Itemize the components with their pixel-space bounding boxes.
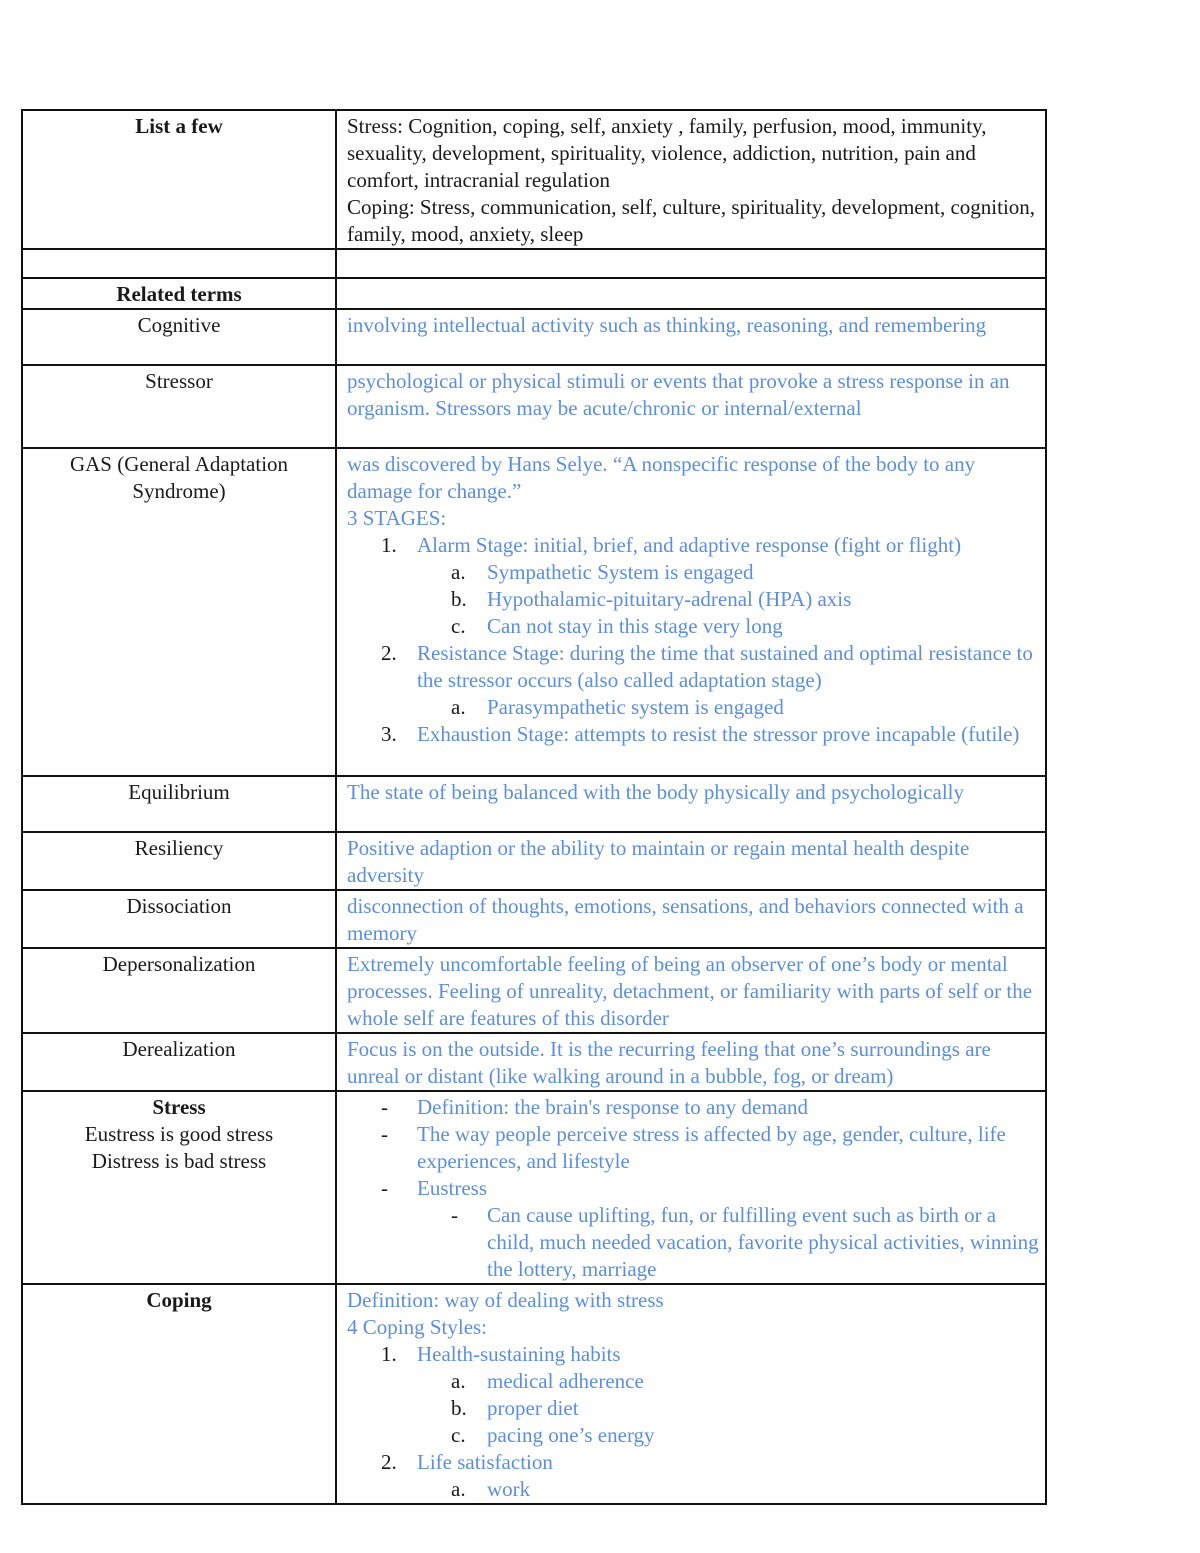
- list-marker: 1.: [381, 533, 397, 557]
- list-marker: 2.: [381, 1450, 397, 1474]
- term-label: GAS (General Adaptation Syndrome): [69, 452, 289, 503]
- table-row-equilibrium: [22, 776, 1046, 832]
- term-label: Equilibrium: [128, 780, 230, 804]
- list-item: [347, 1395, 1041, 1422]
- term-cell: [22, 309, 336, 365]
- stress-concepts-text: Stress: Cognition, coping, self, anxiety , family, perfusion, mood, immunity, sexuality, development, spirituality, violence, addiction, nutrition, pain and comfort, intracranial regulation: [347, 114, 987, 192]
- table-row-depersonalization: [22, 948, 1046, 1033]
- definition-cell: [336, 832, 1046, 890]
- table-row-dissociation: [22, 890, 1046, 948]
- list-marker: b.: [451, 587, 467, 611]
- list-marker: a.: [451, 1369, 466, 1393]
- empty-cell: [22, 249, 336, 278]
- list-marker: 1.: [381, 1342, 397, 1366]
- term-label: Depersonalization: [102, 952, 256, 976]
- coping-definition: Definition: way of dealing with stress: [347, 1288, 664, 1312]
- list-marker: 3.: [381, 722, 397, 746]
- term-cell: [22, 832, 336, 890]
- term-cell: [22, 1033, 336, 1091]
- table-row-gas: [22, 448, 1046, 776]
- table-row-cognitive: [22, 309, 1046, 365]
- list-item-text: Eustress: [417, 1176, 487, 1200]
- term-definition: Focus is on the outside. It is the recurring feeling that one’s surroundings are unreal or distant (like walking around in a bubble, fog, or dream): [347, 1037, 991, 1088]
- definition-cell: [336, 1091, 1046, 1284]
- row-label-cell: [22, 278, 336, 309]
- table-row-related-terms: [22, 278, 1046, 309]
- list-item-text: Parasympathetic system is engaged: [487, 695, 784, 719]
- term-cell: [22, 1091, 336, 1284]
- bullet-marker: -: [381, 1176, 388, 1200]
- list-item: [347, 694, 1041, 721]
- list-item: [347, 1094, 1041, 1121]
- bullet-marker: -: [381, 1122, 388, 1146]
- table-row-coping: [22, 1284, 1046, 1504]
- definition-cell: [336, 1033, 1046, 1091]
- list-item: [347, 1121, 1041, 1175]
- list-item-text: proper diet: [487, 1396, 579, 1420]
- list-item-text: Sympathetic System is engaged: [487, 560, 754, 584]
- definition-cell: [336, 365, 1046, 448]
- list-item: [347, 1368, 1041, 1395]
- notes-table-container: [21, 109, 1045, 1505]
- empty-cell: [336, 249, 1046, 278]
- list-item-text: Can not stay in this stage very long: [487, 614, 783, 638]
- list-marker: a.: [451, 695, 466, 719]
- list-item: [347, 586, 1041, 613]
- list-item-text: pacing one’s energy: [487, 1423, 655, 1447]
- definition-cell: [336, 948, 1046, 1033]
- term-definition: psychological or physical stimuli or events that provoke a stress response in an organism. Stressors may be acute/chronic or internal/external: [347, 369, 1010, 420]
- term-label: Coping: [146, 1288, 212, 1312]
- table-row-empty: [22, 249, 1046, 278]
- list-item: [347, 1175, 1041, 1202]
- term-cell: [22, 365, 336, 448]
- term-label: Dissociation: [126, 894, 232, 918]
- list-item-text: work: [487, 1477, 531, 1501]
- gas-stages-title: 3 STAGES:: [347, 506, 447, 530]
- term-cell: [22, 776, 336, 832]
- gas-intro: was discovered by Hans Selye. “A nonspecific response of the body to any damage for change.”: [347, 452, 976, 503]
- empty-cell: [336, 278, 1046, 309]
- list-item-text: Can cause uplifting, fun, or fulfilling event such as birth or a child, much needed vacation, favorite physical activities, winning the lottery, marriage: [487, 1203, 1039, 1281]
- term-cell: [22, 1284, 336, 1504]
- term-label: Resiliency: [134, 836, 224, 860]
- table-row-list-a-few: [22, 110, 1046, 249]
- list-item: [347, 721, 1041, 748]
- table-row-derealization: [22, 1033, 1046, 1091]
- term-label: Stressor: [145, 369, 213, 393]
- list-marker: c.: [451, 614, 466, 638]
- list-item: [347, 613, 1041, 640]
- list-a-few-label: List a few: [135, 114, 223, 138]
- definition-cell: [336, 776, 1046, 832]
- notes-table: [21, 109, 1047, 1505]
- row-label-cell: [22, 110, 336, 249]
- list-item-text: Exhaustion Stage: attempts to resist the stressor prove incapable (futile): [417, 722, 1020, 746]
- table-row-resiliency: [22, 832, 1046, 890]
- term-definition: involving intellectual activity such as thinking, reasoning, and remembering: [347, 313, 987, 337]
- list-marker: b.: [451, 1396, 467, 1420]
- list-item-text: Alarm Stage: initial, brief, and adaptive response (fight or flight): [417, 533, 962, 557]
- definition-cell: [336, 309, 1046, 365]
- list-item-text: Hypothalamic-pituitary-adrenal (HPA) axis: [487, 587, 852, 611]
- term-label: Cognitive: [137, 313, 221, 337]
- list-item: [347, 1449, 1041, 1476]
- list-item: [347, 1341, 1041, 1368]
- list-item: [347, 640, 1041, 694]
- related-terms-heading: Related terms: [116, 282, 242, 306]
- term-cell: [22, 448, 336, 776]
- bullet-marker: -: [451, 1203, 458, 1227]
- term-cell: [22, 948, 336, 1033]
- list-item-text: medical adherence: [487, 1369, 644, 1393]
- list-item-text: Resistance Stage: during the time that sustained and optimal resistance to the stressor occurs (also called adaptation stage): [417, 641, 1033, 692]
- list-marker: a.: [451, 1477, 466, 1501]
- coping-styles-title: 4 Coping Styles:: [347, 1315, 488, 1339]
- definition-cell: [336, 448, 1046, 776]
- bullet-marker: -: [381, 1095, 388, 1119]
- list-item-text: Definition: the brain's response to any demand: [417, 1095, 809, 1119]
- term-label: Derealization: [122, 1037, 236, 1061]
- term-definition: The state of being balanced with the body physically and psychologically: [347, 780, 964, 804]
- term-definition: Positive adaption or the ability to maintain or regain mental health despite adversity: [347, 836, 970, 887]
- list-item: [347, 532, 1041, 559]
- list-item: [347, 1422, 1041, 1449]
- list-item: [347, 1202, 1041, 1283]
- row-content-cell: [336, 110, 1046, 249]
- term-label: Stress: [152, 1095, 206, 1119]
- definition-cell: [336, 1284, 1046, 1504]
- list-item-text: Life satisfaction: [417, 1450, 553, 1474]
- distress-note: Distress is bad stress: [91, 1149, 267, 1173]
- list-item-text: The way people perceive stress is affected by age, gender, culture, life experiences, and lifestyle: [417, 1122, 1006, 1173]
- list-item-text: Health-sustaining habits: [417, 1342, 621, 1366]
- list-marker: c.: [451, 1423, 466, 1447]
- table-row-stressor: [22, 365, 1046, 448]
- table-row-stress: [22, 1091, 1046, 1284]
- list-marker: 2.: [381, 641, 397, 665]
- eustress-note: Eustress is good stress: [84, 1122, 274, 1146]
- term-definition: Extremely uncomfortable feeling of being an observer of one’s body or mental processes. Feeling of unreality, detachment, or familiarity with parts of self or the whole self are features of this disorder: [347, 952, 1033, 1030]
- term-definition: disconnection of thoughts, emotions, sensations, and behaviors connected with a memory: [347, 894, 1024, 945]
- term-cell: [22, 890, 336, 948]
- list-marker: a.: [451, 560, 466, 584]
- list-item: [347, 1476, 1041, 1503]
- list-item: [347, 559, 1041, 586]
- definition-cell: [336, 890, 1046, 948]
- coping-concepts-text: Coping: Stress, communication, self, culture, spirituality, development, cognition, family, mood, anxiety, sleep: [347, 195, 1036, 246]
